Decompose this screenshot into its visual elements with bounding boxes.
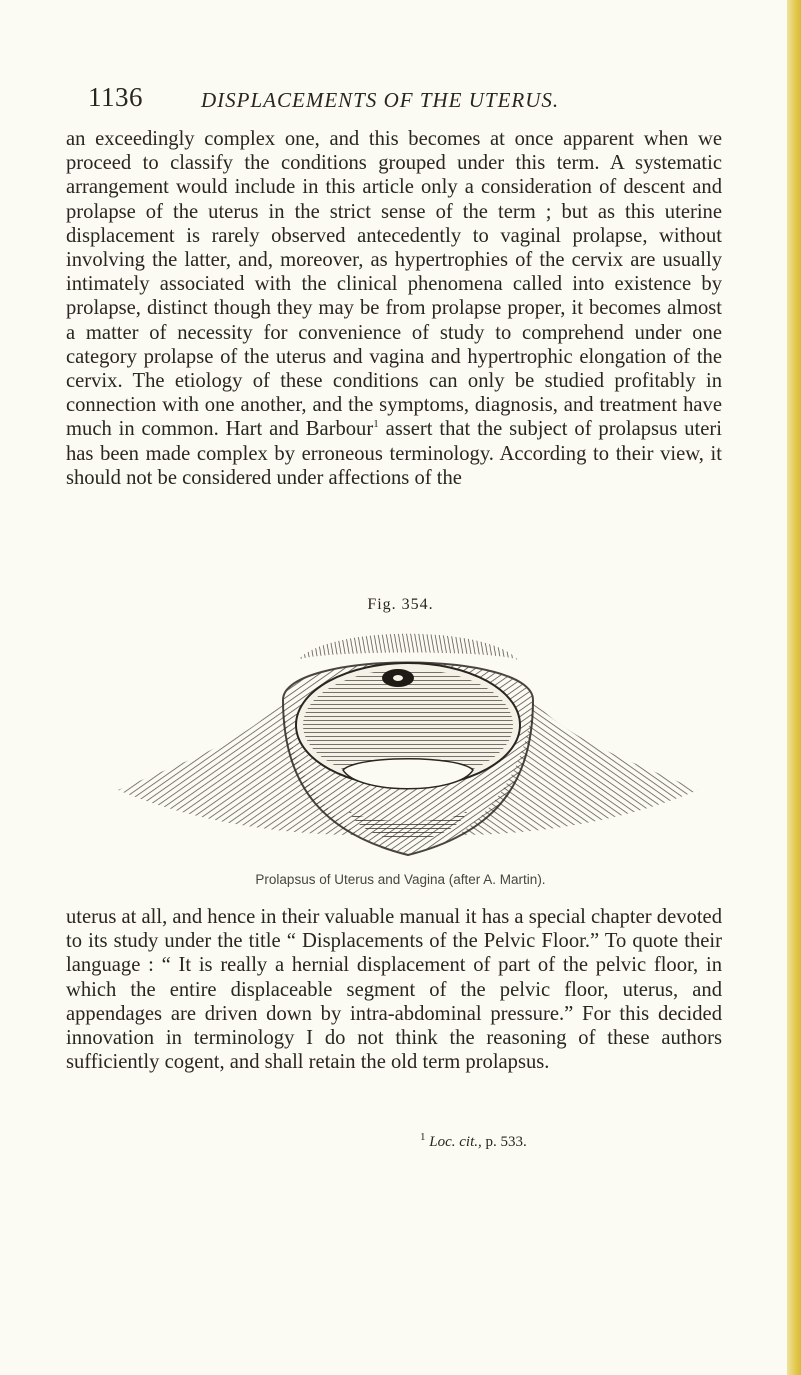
page-header xyxy=(88,74,728,114)
prolapse-illustration xyxy=(108,620,708,880)
body-paragraph-2: uterus at all, and hence in their valuable manual it has a special chapter devoted to its study under the title “ Displacements of the Pelvic Floor.” To quote their language : “ It is really a hernial displacement of part of the pelvic floor, in which the entire displaceable segment of the pelvic floor, uterus, and appendages are driven down by intra-abdominal pressure.” For this decided innovation in terminology I do not think the reasoning of these authors sufficiently cogent, and shall retain the old term prolapsus. xyxy=(66,906,722,1074)
pubic-region-shading xyxy=(298,634,518,660)
footnote-citation: Loc. cit., xyxy=(429,1134,482,1150)
footnote xyxy=(420,1131,527,1151)
paragraph-1-text: an exceedingly complex one, and this becomes at once apparent when we proceed to classify the conditions grouped under this term. A systematic arrangement would include in this article only a consideration of descent and prolapse of the uterus in the strict sense of the term ; but as this uterine displacement is rarely observed antecedently to vaginal prolapse, without involving the latter, and, moreover, as hypertrophies of the cervix are usually intimately associated with the clinical phenomena called into existence by prolapse, distinct though they may be from prolapse proper, it becomes almost a matter of necessity for convenience of study to comprehend under one category prolapse of the uterus and vagina and hypertrophic elongation of the cervix. The etiology of these conditions can only be studied profitably in connection with one another, and the symptoms, diagnosis, and treatment have much in common. Hart and Barbour xyxy=(66,128,722,441)
body-paragraph-1 xyxy=(66,127,722,490)
paragraph-1-continued: assert that the subject of prolapsus uteri has been made complex by erroneous terminology. According to their view, it should not be considered under affections of the xyxy=(66,418,722,489)
page-edge xyxy=(787,0,801,1375)
footnote-marker: 1 xyxy=(420,1131,426,1143)
running-head: DISPLACEMENTS OF THE UTERUS. xyxy=(201,88,560,112)
figure-caption: Prolapsus of Uterus and Vagina (after A. Martin). xyxy=(255,872,546,887)
footnote-reference: 1 xyxy=(373,418,379,431)
footnote-page: p. 533. xyxy=(481,1134,527,1150)
figure-label: Fig. 354. xyxy=(367,596,434,613)
page-number: 1136 xyxy=(88,82,143,112)
